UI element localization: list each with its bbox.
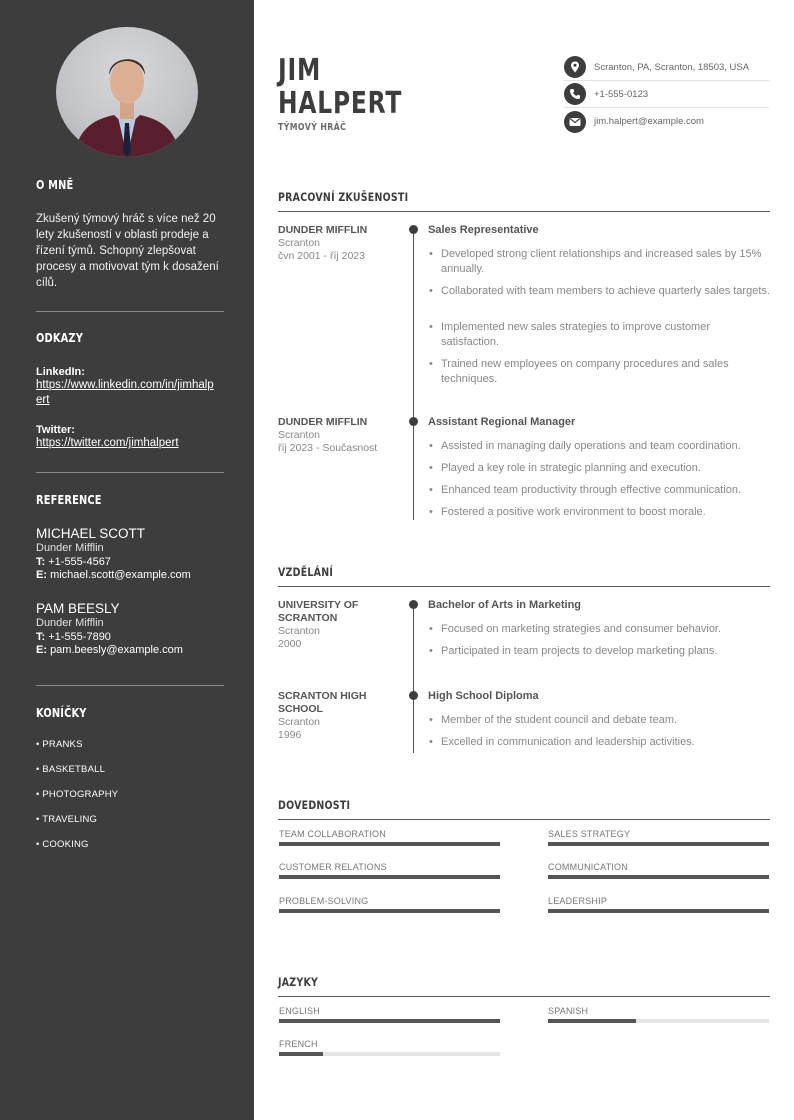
email-value: pam.beesly@example.com [50,644,183,656]
phone-value: +1-555-7890 [48,631,111,643]
hobby-item: • TRAVELING [36,814,98,825]
skill-bar-fill [279,842,500,846]
location: Scranton [278,716,321,728]
location: Scranton [278,625,321,637]
first-name: JIM [278,53,322,88]
reference-company: Dunder Mifflin [36,542,104,554]
reference-phone [36,556,191,568]
date-range: říj 2023 - Současnost [278,442,378,454]
email-label: E: [36,644,47,656]
language-bar-fill [548,1019,636,1023]
section-title: DOVEDNOSTI [278,798,351,812]
year: 2000 [278,638,302,650]
hobbies-heading: KONÍČKY [36,706,87,720]
location: Scranton [278,237,321,249]
timeline-line [413,230,414,520]
skill-bar-track [548,875,769,879]
phone-label: T: [36,631,46,643]
link-label: Twitter: [36,424,75,436]
skill-name: SALES STRATEGY [548,829,631,839]
skill-name: COMMUNICATION [548,862,628,872]
divider [36,685,224,686]
job-role: Assistant Regional Manager [428,416,576,428]
email-value: michael.scott@example.com [50,569,191,581]
experience-meta [278,224,398,263]
bullet-item: • Member of the student council and debate team. [441,713,771,728]
education-heading [278,563,770,587]
skill-bar-fill [279,909,500,913]
references-heading: REFERENCE [36,493,102,507]
contact-address [564,54,769,81]
timeline-dot [409,417,418,426]
full-name [278,54,402,120]
about-heading: O MNĚ [36,178,74,192]
last-name: HALPERT [278,86,403,121]
experience-heading [278,188,770,212]
location-pin-icon [564,56,586,78]
bullet-item: • Enhanced team productivity through effective communication. [441,483,771,498]
link-twitter [36,424,216,451]
experience-meta [278,416,398,455]
language-bar-track [279,1019,500,1023]
language-item [279,1039,500,1056]
phone-icon [564,83,586,105]
skill-item [548,896,769,913]
phone-value: +1-555-4567 [48,556,111,568]
phone-label: T: [36,556,46,568]
language-bar-fill [279,1052,323,1056]
linkedin-url[interactable]: https://www.linkedin.com/in/jimhalpert [36,379,214,406]
hobby-item: • COOKING [36,839,89,850]
bullet-item: • Implemented new sales strategies to improve customer satisfaction. [441,320,771,349]
hobby-item: • BASKETBALL [36,764,106,775]
language-name: ENGLISH [279,1006,320,1016]
bullet-item: • Developed strong client relationships and increased sales by 15% annually. [441,247,771,276]
sidebar [0,0,254,1120]
skill-bar-track [548,842,769,846]
skill-item [279,829,500,846]
language-name: SPANISH [548,1006,589,1016]
profile-photo [56,27,198,157]
date-range: čvn 2001 - říj 2023 [278,250,365,262]
reference-name: MICHAEL SCOTT [36,526,146,541]
section-title: VZDĚLÁNÍ [278,565,334,579]
timeline-line [413,605,414,753]
person-portrait-icon [56,27,198,157]
language-bar-track [279,1052,500,1056]
link-label: LinkedIn: [36,366,85,378]
reference-item [36,601,183,656]
language-bar-fill [279,1019,500,1023]
skill-name: PROBLEM-SOLVING [279,896,369,906]
skill-item [548,862,769,879]
skill-bar-track [548,909,769,913]
envelope-icon [564,111,586,133]
language-bar-track [548,1019,769,1023]
link-linkedin [36,366,216,408]
hobby-item: • PRANKS [36,739,83,750]
year: 1996 [278,729,302,741]
languages-heading [278,973,770,997]
location: Scranton [278,429,321,441]
bullet-item: • Excelled in communication and leadership activities. [441,735,771,750]
twitter-url[interactable]: https://twitter.com/jimhalpert [36,437,179,449]
skill-bar-track [279,842,500,846]
employer: DUNDER MIFFLIN [278,224,368,236]
degree: High School Diploma [428,690,539,702]
timeline-dot [409,225,418,234]
phone-text: +1-555-0123 [594,88,649,100]
email-label: E: [36,569,47,581]
email-text[interactable]: jim.halpert@example.com [594,116,704,127]
job-role: Sales Representative [428,224,539,236]
hobby-item: • PHOTOGRAPHY [36,789,119,800]
reference-item [36,526,191,581]
skill-bar-track [279,909,500,913]
skill-name: TEAM COLLABORATION [279,829,386,839]
reference-phone [36,631,183,643]
timeline-dot [409,691,418,700]
timeline-dot [409,600,418,609]
job-title: TÝMOVÝ HRÁČ [278,122,347,133]
language-item [548,1006,769,1023]
reference-email [36,644,183,656]
bullet-item: • Focused on marketing strategies and consumer behavior. [441,622,771,637]
bullet-item: • Collaborated with team members to achieve quarterly sales targets. [441,284,771,299]
education-meta [278,690,378,742]
skill-bar-fill [279,875,500,879]
bullet-item: • Assisted in managing daily operations and team coordination. [441,439,771,454]
reference-name: PAM BEESLY [36,601,120,616]
bullet-item: • Played a key role in strategic planning and execution. [441,461,771,476]
skill-bar-fill [548,909,769,913]
bullet-item: • Participated in team projects to develop marketing plans. [441,644,771,659]
skill-bar-track [279,875,500,879]
about-text: Zkušený týmový hráč s více než 20 lety zkušeností v oblasti prodeje a řízení týmů. Schopný zlepšovat procesy a motivovat tým k dosažení cílů. [36,213,219,289]
education-meta [278,599,378,651]
skill-bar-fill [548,842,769,846]
divider [36,311,224,312]
skill-name: CUSTOMER RELATIONS [279,862,387,872]
language-item [279,1006,500,1023]
contact-email [564,108,769,135]
reference-company: Dunder Mifflin [36,617,104,629]
links-heading: ODKAZY [36,331,84,345]
section-title: PRACOVNÍ ZKUŠENOSTI [278,190,409,204]
bullet-item: • Trained new employees on company procedures and sales techniques. [441,357,771,386]
bullet-item: • Fostered a positive work environment to boost morale. [441,505,771,520]
school: SCRANTON HIGH SCHOOL [278,690,367,715]
address-text: Scranton, PA, Scranton, 18503, USA [594,61,750,73]
divider [36,472,224,473]
language-name: FRENCH [279,1039,318,1049]
skill-item [548,829,769,846]
skill-item [279,896,500,913]
school: UNIVERSITY OF SCRANTON [278,599,359,624]
employer: DUNDER MIFFLIN [278,416,368,428]
contact-phone [564,81,769,108]
skill-bar-fill [548,875,769,879]
skill-item [279,862,500,879]
section-title: JAZYKY [278,975,319,989]
reference-email [36,569,191,581]
degree: Bachelor of Arts in Marketing [428,599,582,611]
skill-name: LEADERSHIP [548,896,608,906]
skills-heading [278,796,770,820]
